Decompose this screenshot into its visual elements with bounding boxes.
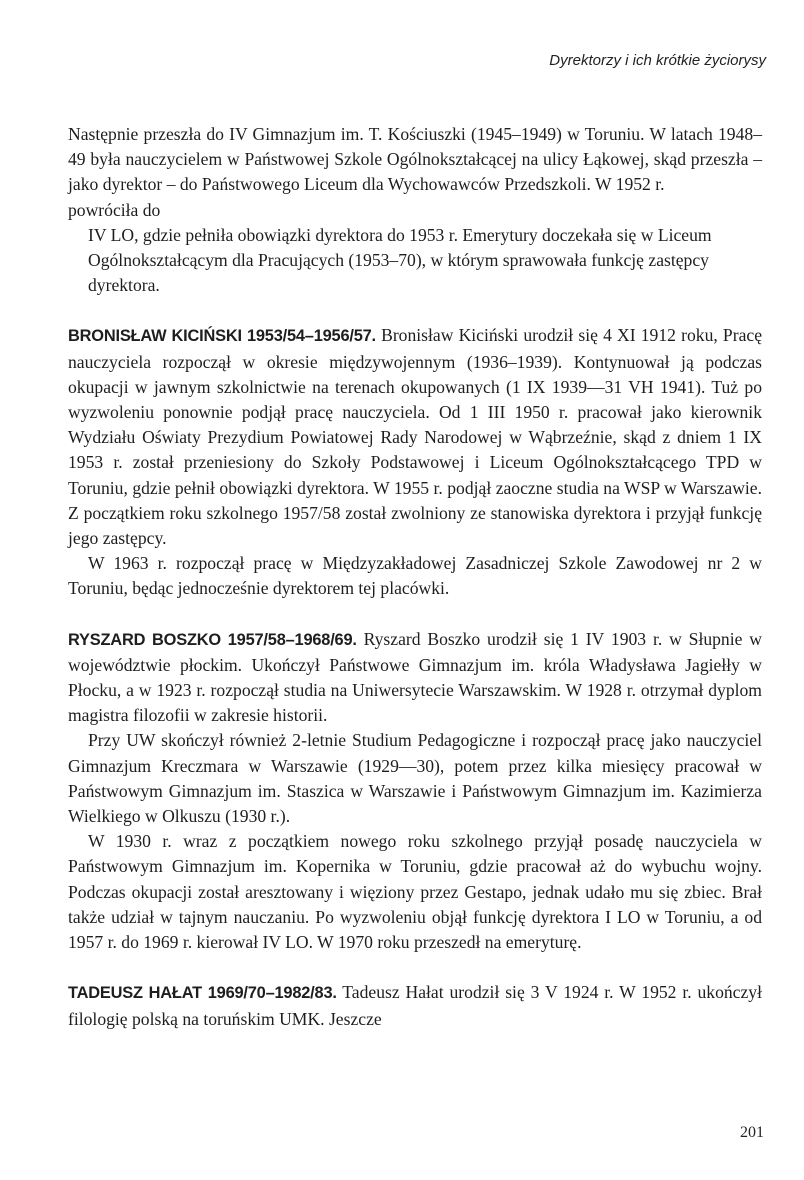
paragraph-text: Przy UW skończył również 2-letnie Studium Pedagogiczne i rozpoczął pracę jako nauczyciel Gimnazjum Kreczmara w Warszawie (1929—30), potem przez kilka miesięcy pracował w Państwowym Gimnazjum im. Staszica w Warszawie i Państwowym Gimnazjum im. Kazimierza Wielkiego w Olkuszu (1930 r.).: [68, 730, 762, 827]
running-header: Dyrektorzy i ich krótkie życiorysy: [549, 52, 766, 69]
paragraph-text: Następnie przeszła do IV Gimnazjum im. T. Kościuszki (1945–1949) w Toruniu. W latach 1948–49 była nauczycielem w Państwowej Szkole Ogólnokształcącej na ulicy Łąkowej, skąd przeszła – jako dyrektor – do Państwowego Liceum dla Wychowawców Przedszkoli. W 1952 r.: [68, 124, 762, 195]
bio-paragraph-halat: [68, 980, 762, 1031]
section-heading: BRONISŁAW KICIŃSKI 1953/54–1956/57.: [68, 327, 376, 346]
page-number: 201: [740, 1124, 764, 1141]
paragraph-text: Ryszard Boszko urodził się 1 IV 1903 r. w Słupnie w województwie płockim. Ukończył Państwowe Gimnazjum im. króla Władysława Jagiełły w Płocku, a w 1923 r. rozpoczął studia na Uniwersytecie Warszawskim. W 1928 r. otrzymał dyplom magistra filozofii w zakresie historii.: [68, 628, 762, 726]
paragraph-text: W 1963 r. rozpoczął pracę w Międzyzakładowej Zasadniczej Szkole Zawodowej nr 2 w Toruniu, będąc jednocześnie dyrektorem tej placówki.: [68, 553, 762, 599]
page-body: [68, 122, 762, 1032]
section-heading: RYSZARD BOSZKO 1957/58–1968/69.: [68, 630, 357, 649]
bio-paragraph-kicinski: [68, 323, 762, 551]
paragraph-text: IV LO, gdzie pełniła obowiązki dyrektora do 1953 r. Emerytury doczekała się w Liceum Ogólnokształcącym dla Pracujących (1953–70), w którym sprawowała funkcję zastępcy dyrektora.: [88, 224, 712, 296]
section-heading: TADEUSZ HAŁAT 1969/70–1982/83.: [68, 984, 337, 1003]
paragraph-text: powróciła do: [68, 199, 161, 220]
paragraph-text: W 1930 r. wraz z początkiem nowego roku szkolnego przyjął posadę nauczyciela w Państwowym Gimnazjum im. Kopernika w Toruniu, gdzie pracował aż do wybuchu wojny. Podczas okupacji został aresztowany i więziony przez Gestapo, jednak udało mu się zbiec. Brał także udział w tajnym nauczaniu. Po wyzwoleniu objął funkcję dyrektora I LO w Toruniu, a od 1957 r. do 1969 r. kierował IV LO. W 1970 roku przeszedł na emeryturę.: [68, 831, 762, 953]
paragraph-text: Tadeusz Hałat urodził się 3 V 1924 r. W 1952 r. ukończył filologię polską na toruńskim UMK. Jeszcze: [68, 982, 762, 1029]
paragraph-text: Bronisław Kiciński urodził się 4 XI 1912 roku, Pracę nauczyciela rozpoczął w okresie międzywojennym (1936–1939). Kontynuował ją podczas okupacji w jawnym szkolnictwie na terenach okupowanych (1 IX 1939—31 VH 1941). Tuż po wyzwoleniu ponownie podjął pracę nauczyciela. Od 1 III 1950 r. pracował jako kierownik Wydziału Oświaty Prezydium Powiatowej Rady Narodowej w Wąbrzeźnie, skąd z dniem 1 IX 1953 r. został przeniesiony do Szkoły Podstawowej i Liceum Ogólnokształcącego TPD w Toruniu, gdzie pełnił obowiązki dyrektora. W 1955 r. podjął zaoczne studia na WSP w Warszawie. Z początkiem roku szkolnego 1957/58 został zwolniony ze stanowiska dyrektora i przyjął funkcję jego zastępcy.: [68, 325, 763, 549]
bio-paragraph-boszko: [68, 627, 762, 729]
